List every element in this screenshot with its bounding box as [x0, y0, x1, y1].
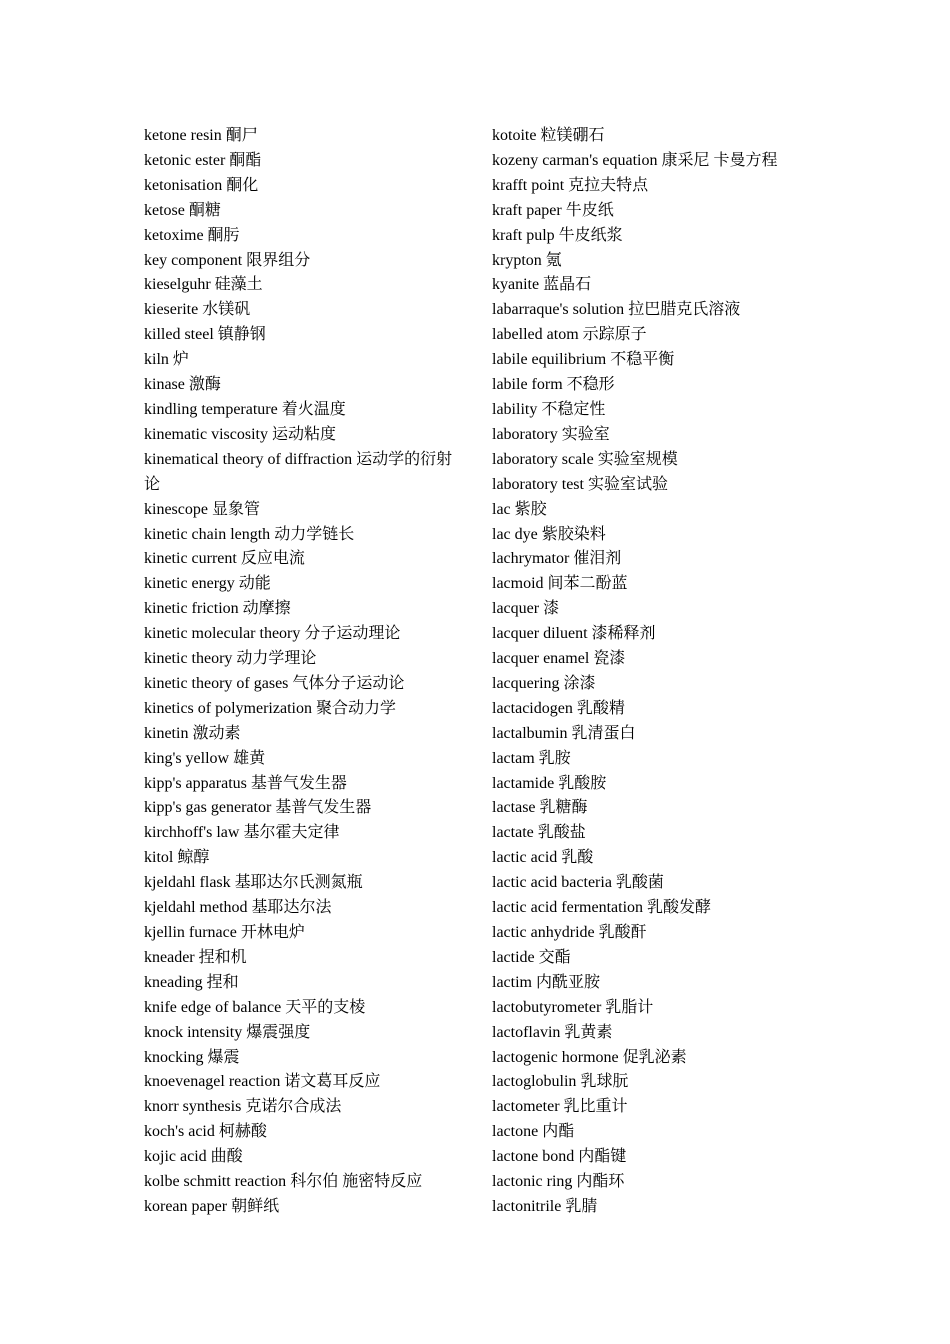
term-english: laboratory: [492, 425, 558, 443]
glossary-entry: [144, 846, 466, 871]
term-english: kipp's gas generator: [144, 799, 272, 817]
glossary-entry: [492, 871, 822, 896]
glossary-entry: [144, 199, 466, 224]
term-english: labelled atom: [492, 326, 579, 344]
term-chinese: 乳糖酶: [539, 799, 588, 817]
glossary-entry: [492, 672, 822, 697]
term-english: ketonic ester: [144, 151, 226, 169]
glossary-entry: [492, 1021, 822, 1046]
term-english: knorr synthesis: [144, 1098, 242, 1116]
term-english: lactoglobulin: [492, 1073, 577, 1091]
glossary-entry: [144, 1095, 466, 1120]
term-english: kinematical theory of diffraction: [144, 450, 353, 468]
glossary-entry: [492, 1095, 822, 1120]
term-chinese: 乳酸精: [576, 699, 625, 717]
term-english: lactic acid fermentation: [492, 899, 644, 917]
term-english: kirchhoff's law: [144, 824, 240, 842]
term-english: kinetic chain length: [144, 525, 271, 543]
term-chinese: 爆震强度: [246, 1023, 311, 1041]
term-english: kraft paper: [492, 201, 562, 219]
term-chinese: 捏和: [206, 973, 239, 991]
term-chinese: 分子运动理论: [304, 625, 401, 643]
term-english: kieserite: [144, 301, 199, 319]
term-chinese: 动力学理论: [236, 650, 317, 668]
term-chinese: 乳腈: [565, 1197, 598, 1215]
term-english: kinetic molecular theory: [144, 625, 301, 643]
term-chinese: 克诺尔合成法: [245, 1098, 342, 1116]
term-chinese: 爆震: [207, 1048, 240, 1066]
term-english: kyanite: [492, 276, 540, 294]
glossary-entry: [144, 796, 466, 821]
glossary-entry: [492, 273, 822, 298]
term-chinese: 牛皮纸: [565, 201, 614, 219]
glossary-entry: [144, 174, 466, 199]
glossary-entry: [144, 647, 466, 672]
glossary-entry: [144, 423, 466, 448]
glossary-entry: [492, 647, 822, 672]
glossary-entry: [144, 896, 466, 921]
term-chinese: 基尔霍夫定律: [243, 824, 340, 842]
term-english: lacquer: [492, 600, 540, 618]
glossary-entry: [144, 871, 466, 896]
term-english: kinetic energy: [144, 575, 235, 593]
glossary-entry: [492, 448, 822, 473]
glossary-entry: [492, 996, 822, 1021]
glossary-entry: [144, 448, 466, 498]
term-chinese: 乳球朊: [580, 1073, 629, 1091]
term-chinese: 内酯环: [576, 1173, 625, 1191]
glossary-entry: [144, 124, 466, 149]
term-chinese: 乳比重计: [563, 1098, 628, 1116]
glossary-entry: [144, 224, 466, 249]
term-english: lachrymator: [492, 550, 570, 568]
glossary-entry: [492, 796, 822, 821]
term-chinese: 实验室规模: [597, 450, 678, 468]
term-english: krafft point: [492, 176, 565, 194]
term-english: kjeldahl method: [144, 899, 248, 917]
term-chinese: 酮酯: [229, 151, 262, 169]
glossary-entry: [492, 1195, 822, 1220]
glossary-entry: [144, 1070, 466, 1095]
glossary-entry: [492, 398, 822, 423]
term-chinese: 不稳定性: [541, 400, 606, 418]
term-chinese: 粒镁硼石: [540, 127, 605, 144]
term-chinese: 乳清蛋白: [571, 724, 636, 742]
glossary-entry: [492, 747, 822, 772]
term-english: lactide: [492, 948, 535, 966]
term-chinese: 曲酸: [210, 1148, 243, 1166]
term-english: kitol: [144, 849, 174, 867]
term-english: kindling temperature: [144, 400, 278, 418]
term-chinese: 酮化: [226, 176, 259, 194]
term-english: koch's acid: [144, 1123, 215, 1141]
term-english: kinetic friction: [144, 600, 239, 618]
term-english: kraft pulp: [492, 226, 555, 244]
term-chinese: 乳酸盐: [537, 824, 586, 842]
term-english: knife edge of balance: [144, 998, 282, 1016]
term-english: ketonisation: [144, 176, 223, 194]
term-chinese: 牛皮纸浆: [558, 226, 623, 244]
term-english: knock intensity: [144, 1023, 243, 1041]
glossary-entry: [492, 1120, 822, 1145]
glossary-entry: [144, 1021, 466, 1046]
term-chinese: 乳酸胺: [558, 774, 607, 792]
term-english: lactam: [492, 749, 535, 767]
term-english: kozeny carman's equation: [492, 151, 658, 169]
term-english: lactalbumin: [492, 724, 568, 742]
term-chinese: 紫胶: [514, 500, 547, 518]
term-chinese: 乳胺: [538, 749, 571, 767]
glossary-entry: [492, 473, 822, 498]
term-english: kiln: [144, 351, 169, 369]
glossary-entry: [492, 821, 822, 846]
term-chinese: 运动粘度: [271, 425, 336, 443]
glossary-entry: [492, 597, 822, 622]
term-english: knocking: [144, 1048, 204, 1066]
glossary-entry: [492, 572, 822, 597]
term-chinese: 内酰亚胺: [535, 973, 600, 991]
term-english: kneading: [144, 973, 203, 991]
term-chinese: 科尔伯 施密特反应: [290, 1173, 423, 1191]
term-english: kinetics of polymerization: [144, 699, 312, 717]
term-chinese: 显象管: [211, 500, 260, 518]
glossary-entry: [492, 1145, 822, 1170]
term-english: lactonic ring: [492, 1173, 573, 1191]
glossary-column-right: [492, 124, 822, 1220]
term-chinese: 着火温度: [281, 400, 346, 418]
glossary-entry: [144, 523, 466, 548]
term-english: lactase: [492, 799, 536, 817]
term-english: lactometer: [492, 1098, 560, 1116]
term-english: ketoxime: [144, 226, 204, 244]
term-english: lacquer diluent: [492, 625, 588, 643]
term-english: labarraque's solution: [492, 301, 625, 319]
term-chinese: 内酯键: [578, 1148, 627, 1166]
term-english: lac: [492, 500, 511, 518]
glossary-entry: [144, 1046, 466, 1071]
glossary-column-left: [144, 124, 466, 1220]
glossary-entry: [144, 1195, 466, 1220]
glossary-entry: [144, 273, 466, 298]
term-english: king's yellow: [144, 749, 230, 767]
glossary-entry: [492, 772, 822, 797]
term-chinese: 动力学链长: [274, 525, 355, 543]
glossary-entry: [492, 946, 822, 971]
term-english: laboratory scale: [492, 450, 594, 468]
term-chinese: 紫胶染料: [541, 525, 606, 543]
term-chinese: 镇静钢: [217, 326, 266, 344]
glossary-entry: [144, 348, 466, 373]
term-english: kotoite: [492, 127, 537, 144]
term-english: kinetic theory of gases: [144, 674, 289, 692]
term-english: kneader: [144, 948, 195, 966]
term-chinese: 基普气发生器: [275, 799, 372, 817]
term-english: knoevenagel reaction: [144, 1073, 281, 1091]
glossary-entry: [144, 622, 466, 647]
term-chinese: 捏和机: [198, 948, 247, 966]
term-english: lactic acid: [492, 849, 558, 867]
glossary-entry: [144, 921, 466, 946]
glossary-entry: [492, 622, 822, 647]
term-english: kinematic viscosity: [144, 425, 268, 443]
term-english: ketone resin: [144, 127, 222, 144]
term-english: kolbe schmitt reaction: [144, 1173, 287, 1191]
term-english: lactic anhydride: [492, 924, 595, 941]
term-english: lactone bond: [492, 1148, 575, 1166]
term-chinese: 乳黄素: [564, 1023, 613, 1041]
term-english: lactamide: [492, 774, 555, 792]
glossary-entry: [492, 249, 822, 274]
term-chinese: 乳脂计: [605, 998, 654, 1016]
term-chinese: 蓝晶石: [543, 276, 592, 294]
term-chinese: 水镁矾: [202, 301, 251, 319]
term-chinese: 不稳形: [566, 376, 615, 394]
glossary-entry: [492, 373, 822, 398]
glossary-entry: [144, 772, 466, 797]
term-chinese: 漆稀释剂: [591, 625, 656, 643]
term-english: kinetic theory: [144, 650, 233, 668]
term-english: labile form: [492, 376, 563, 394]
glossary-entry: [144, 971, 466, 996]
glossary-entry: [144, 722, 466, 747]
term-english: laboratory test: [492, 475, 584, 493]
term-english: krypton: [492, 251, 542, 269]
glossary-entry: [144, 373, 466, 398]
term-english: key component: [144, 251, 243, 269]
glossary-entry: [492, 149, 822, 174]
glossary-entry: [144, 149, 466, 174]
term-chinese: 酮肟: [207, 226, 240, 244]
term-chinese: 运动学的衍射论: [144, 450, 453, 493]
glossary-entry: [144, 1120, 466, 1145]
glossary-entry: [492, 174, 822, 199]
term-english: kipp's apparatus: [144, 774, 247, 792]
term-chinese: 硅藻土: [214, 276, 263, 294]
glossary-entry: [492, 124, 822, 149]
term-chinese: 漆: [543, 600, 560, 618]
glossary-entry: [144, 323, 466, 348]
glossary-entry: [492, 971, 822, 996]
term-chinese: 乳酸酐: [598, 924, 647, 941]
glossary-entry: [492, 523, 822, 548]
term-english: kinetic current: [144, 550, 237, 568]
glossary-entry: [492, 896, 822, 921]
term-chinese: 克拉夫特点: [568, 176, 649, 194]
term-english: ketose: [144, 201, 185, 219]
term-chinese: 限界组分: [246, 251, 311, 269]
glossary-entry: [144, 498, 466, 523]
term-chinese: 实验室: [561, 425, 610, 443]
term-english: lacmoid: [492, 575, 544, 593]
glossary-entry: [144, 946, 466, 971]
term-chinese: 拉巴腊克氏溶液: [628, 301, 741, 319]
term-english: labile equilibrium: [492, 351, 607, 369]
glossary-entry: [492, 722, 822, 747]
term-chinese: 实验室试验: [587, 475, 668, 493]
term-chinese: 基普气发生器: [250, 774, 347, 792]
glossary-entry: [492, 298, 822, 323]
term-english: lactobutyrometer: [492, 998, 602, 1016]
glossary-entry: [144, 398, 466, 423]
term-chinese: 间苯二酚蓝: [547, 575, 628, 593]
glossary-entry: [492, 199, 822, 224]
glossary-entry: [144, 697, 466, 722]
term-english: lactic acid bacteria: [492, 874, 612, 892]
term-english: kinetin: [144, 724, 189, 742]
term-chinese: 聚合动力学: [315, 699, 396, 717]
term-english: kinescope: [144, 500, 208, 518]
glossary-entry: [144, 672, 466, 697]
term-chinese: 基耶达尔氏测氮瓶: [234, 874, 363, 892]
term-chinese: 气体分子运动论: [292, 674, 405, 692]
glossary-entry: [144, 298, 466, 323]
term-chinese: 诺文葛耳反应: [284, 1073, 381, 1091]
term-chinese: 激动素: [192, 724, 241, 742]
glossary-entry: [144, 1170, 466, 1195]
term-english: lactim: [492, 973, 532, 991]
glossary-entry: [492, 423, 822, 448]
term-english: kojic acid: [144, 1148, 207, 1166]
term-chinese: 涂漆: [563, 674, 596, 692]
term-chinese: 开林电炉: [240, 924, 305, 941]
term-english: kjeldahl flask: [144, 874, 231, 892]
term-english: lacquering: [492, 674, 560, 692]
glossary-entry: [492, 348, 822, 373]
term-english: lactoflavin: [492, 1023, 561, 1041]
glossary-entry: [492, 1070, 822, 1095]
term-chinese: 交酯: [538, 948, 571, 966]
glossary-entry: [144, 821, 466, 846]
term-english: lactonitrile: [492, 1197, 562, 1215]
term-chinese: 柯赫酸: [218, 1123, 267, 1141]
term-chinese: 氪: [545, 251, 562, 269]
term-chinese: 激酶: [188, 376, 221, 394]
glossary-entry: [492, 846, 822, 871]
term-chinese: 示踪原子: [582, 326, 647, 344]
term-chinese: 乳酸: [561, 849, 594, 867]
glossary-entry: [492, 323, 822, 348]
term-english: lactone: [492, 1123, 539, 1141]
term-chinese: 瓷漆: [593, 650, 626, 668]
term-chinese: 促乳泌素: [622, 1048, 687, 1066]
glossary-entry: [144, 547, 466, 572]
term-english: lactogenic hormone: [492, 1048, 619, 1066]
term-chinese: 基耶达尔法: [251, 899, 332, 917]
glossary-entry: [492, 697, 822, 722]
term-english: kieselguhr: [144, 276, 211, 294]
term-english: lac dye: [492, 525, 538, 543]
term-english: killed steel: [144, 326, 214, 344]
glossary-entry: [492, 1170, 822, 1195]
term-chinese: 催泪剂: [573, 550, 622, 568]
term-english: lactacidogen: [492, 699, 573, 717]
glossary-entry: [492, 921, 822, 946]
term-chinese: 动摩擦: [242, 600, 291, 618]
term-chinese: 鲸醇: [177, 849, 210, 867]
term-english: korean paper: [144, 1197, 228, 1215]
term-chinese: 不稳平衡: [610, 351, 675, 369]
term-chinese: 朝鲜纸: [231, 1197, 280, 1215]
glossary-entry: [492, 498, 822, 523]
term-chinese: 天平的支棱: [285, 998, 366, 1016]
term-english: kinase: [144, 376, 185, 394]
term-chinese: 酮糖: [188, 201, 221, 219]
term-chinese: 酮尸: [225, 127, 258, 144]
term-english: kjellin furnace: [144, 924, 237, 941]
term-english: lacquer enamel: [492, 650, 590, 668]
term-english: lactate: [492, 824, 534, 842]
glossary-entry: [492, 1046, 822, 1071]
glossary-entry: [492, 547, 822, 572]
term-chinese: 康采尼 卡曼方程: [661, 151, 778, 169]
glossary-entry: [144, 996, 466, 1021]
term-chinese: 乳酸菌: [615, 874, 664, 892]
glossary-entry: [144, 1145, 466, 1170]
glossary-entry: [144, 747, 466, 772]
term-chinese: 反应电流: [240, 550, 305, 568]
glossary-entry: [492, 224, 822, 249]
term-chinese: 炉: [172, 351, 189, 369]
glossary-entry: [144, 249, 466, 274]
term-chinese: 内酯: [542, 1123, 575, 1141]
term-english: lability: [492, 400, 538, 418]
glossary-entry: [144, 572, 466, 597]
term-chinese: 动能: [238, 575, 271, 593]
term-chinese: 乳酸发酵: [647, 899, 712, 917]
term-chinese: 雄黄: [233, 749, 266, 767]
glossary-entry: [144, 597, 466, 622]
